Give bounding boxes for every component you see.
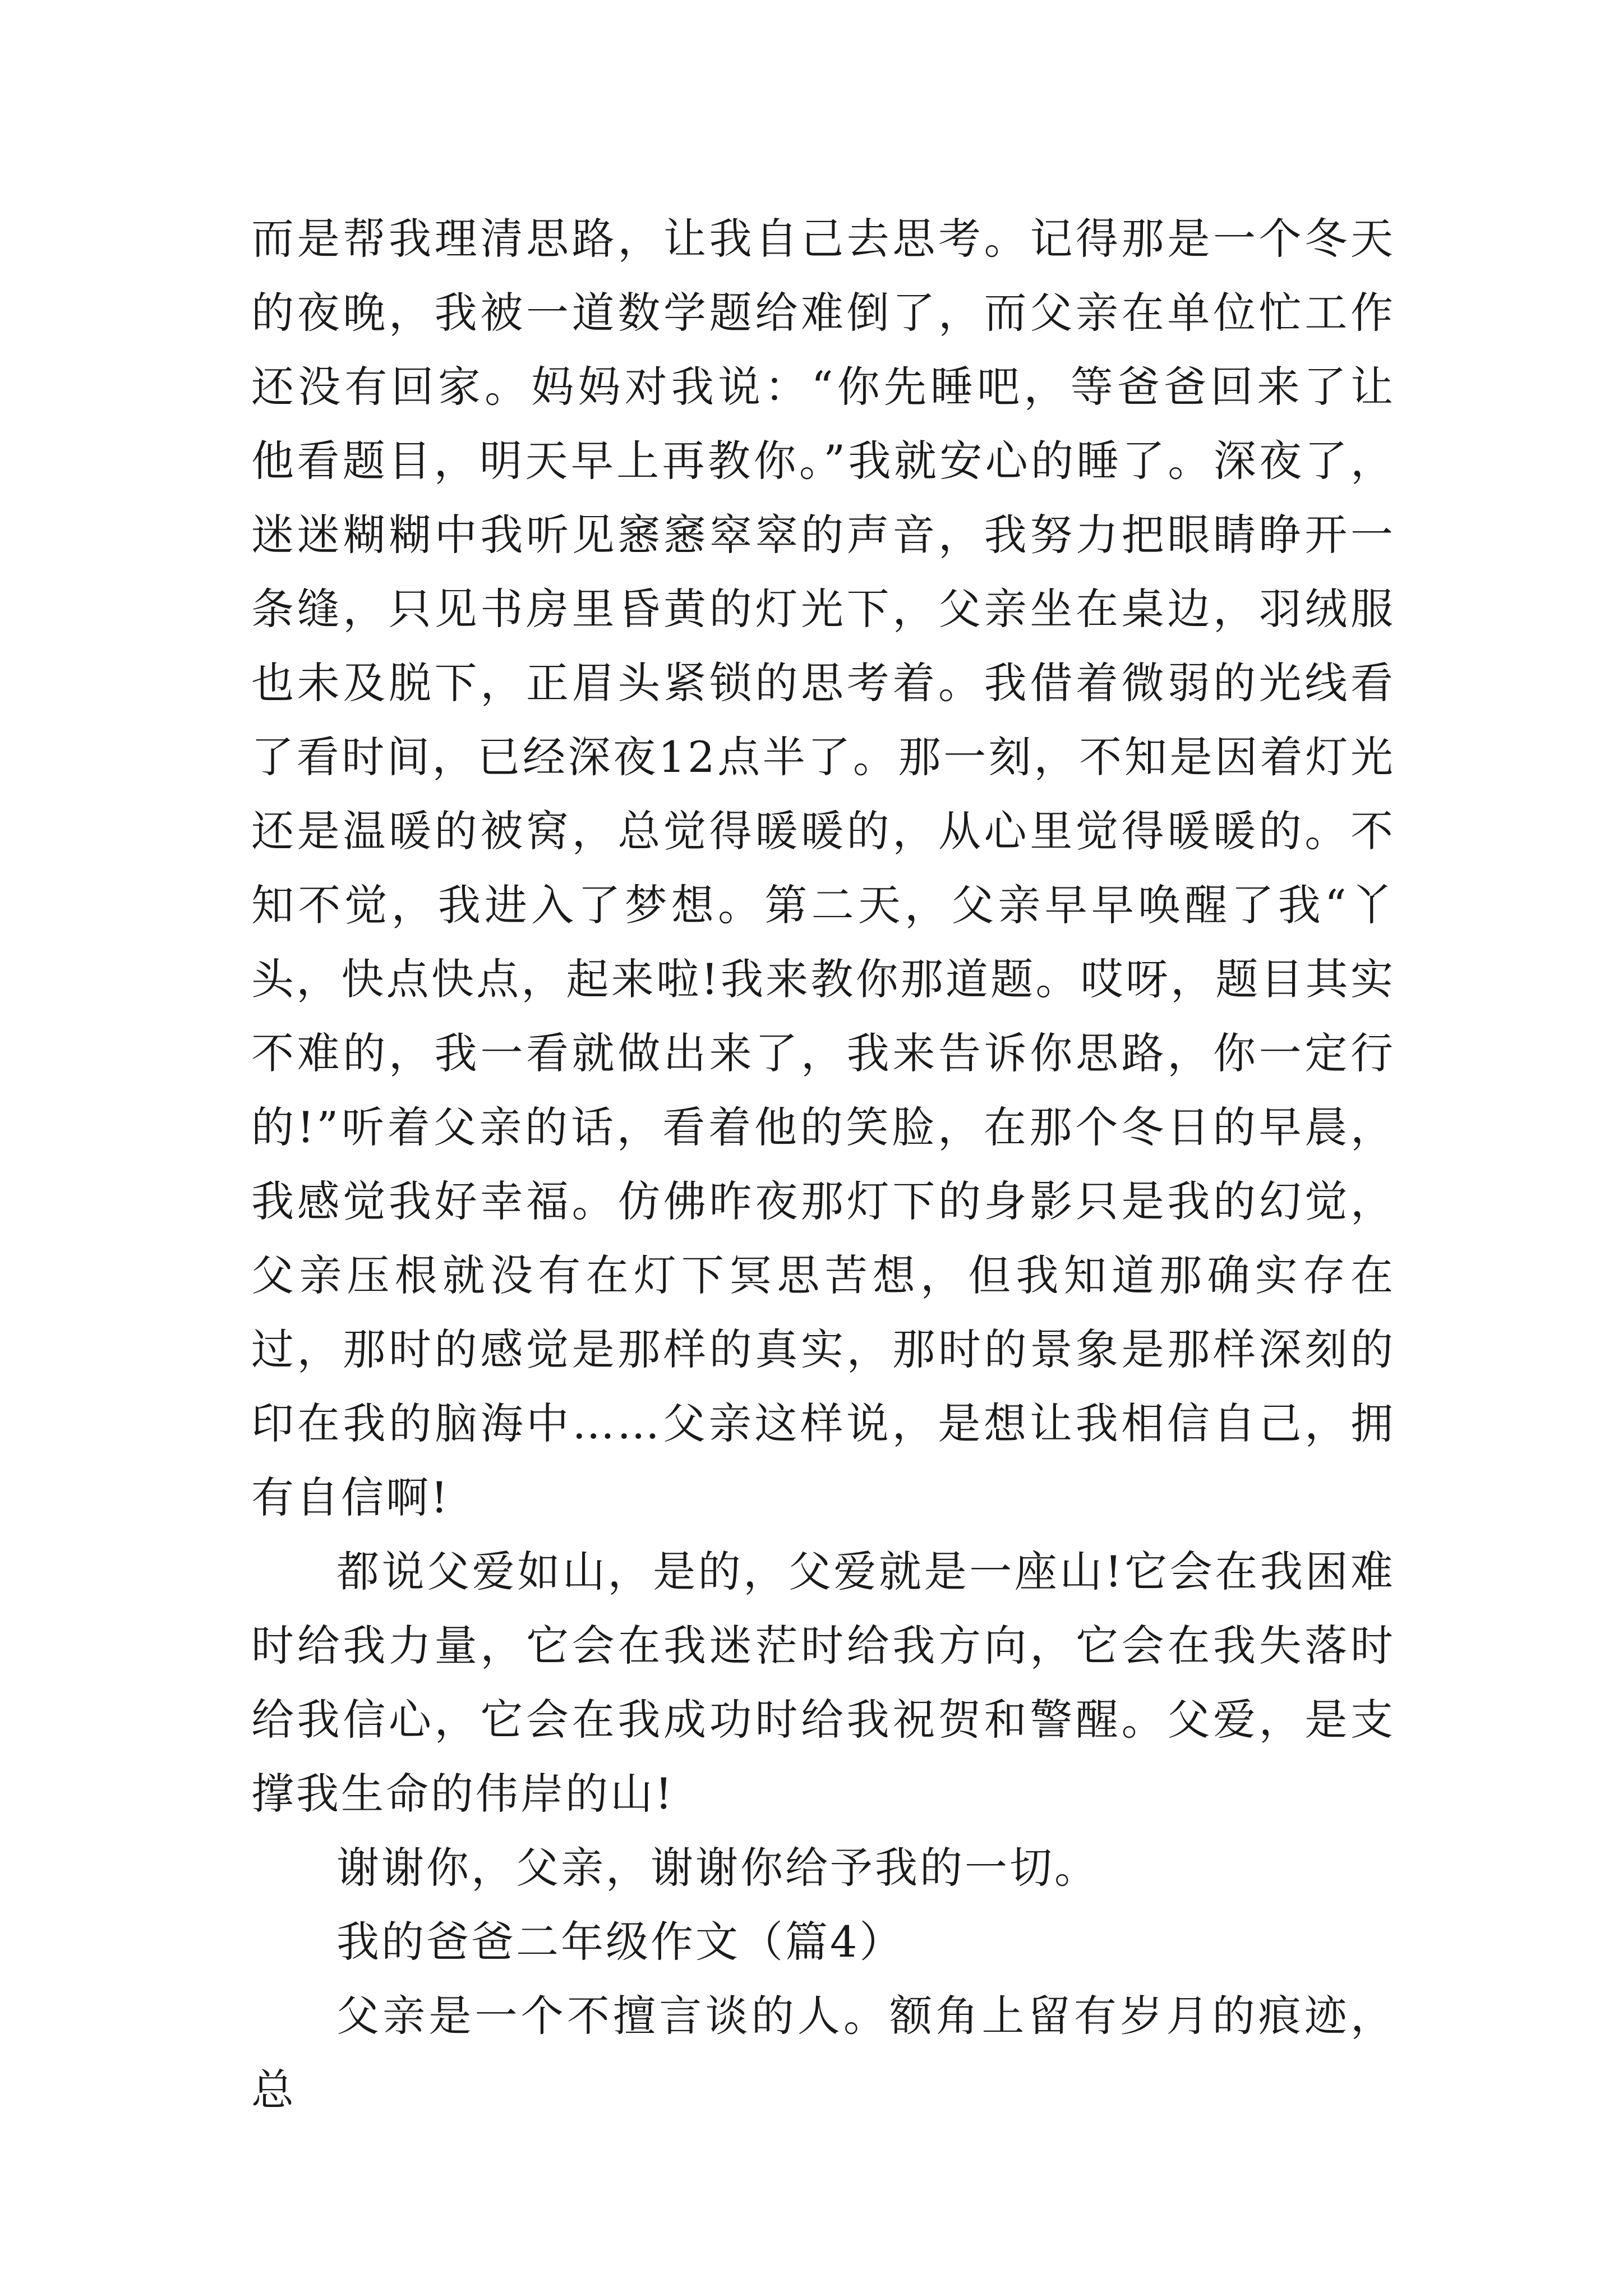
paragraph-5: 父亲是一个不擅言谈的人。额角上留有岁月的痕迹，总 <box>251 1991 1395 2115</box>
paragraph-1: 而是帮我理清思路，让我自己去思考。记得那是一个冬天的夜晚，我被一道数学题给难倒了，而父亲在单位忙工作还没有回家。妈妈对我说：“你先睡吧，等爸爸回来了让他看题目，明天早上再教你。”我就安心的睡了。深夜了，迷迷糊糊中我听见窸窸窣窣的声音，我努力把眼睛睁开一条缝，只见书房里昏黄的灯光下，父亲坐在桌边，羽绒服也未及脱下，正眉头紧锁的思考着。我借着微弱的光线看了看时间，已经深夜12点半了。那一刻，不知是因着灯光还是温暖的被窝，总觉得暖暖的，从心里觉得暖暖的。不知不觉，我进入了梦想。第二天，父亲早早唤醒了我“丫头，快点快点，起来啦!我来教你那道题。哎呀，题目其实不难的，我一看就做出来了，我来告诉你思路，你一定行的!”听着父亲的话，看着他的笑脸，在那个冬日的早晨，我感觉我好幸福。仿佛昨夜那灯下的身影只是我的幻觉，父亲压根就没有在灯下冥思苦想，但我知道那确实存在过，那时的感觉是那样的真实，那时的景象是那样深刻的印在我的脑海中……父亲这样说，是想让我相信自己，拥有自信啊! <box>251 214 1395 1522</box>
section-heading: 我的爸爸二年级作文（篇4） <box>336 1917 905 1967</box>
paragraph-3: 谢谢你，父亲，谢谢你给予我的一切。 <box>336 1843 1099 1893</box>
body-text <box>251 202 1395 2127</box>
paragraph-2: 都说父爱如山，是的，父爱就是一座山!它会在我困难时给我力量，它会在我迷茫时给我方向，它会在我失落时给我信心，它会在我成功时给我祝贺和警醒。父爱，是支撑我生命的伟岸的山! <box>251 1547 1395 1819</box>
